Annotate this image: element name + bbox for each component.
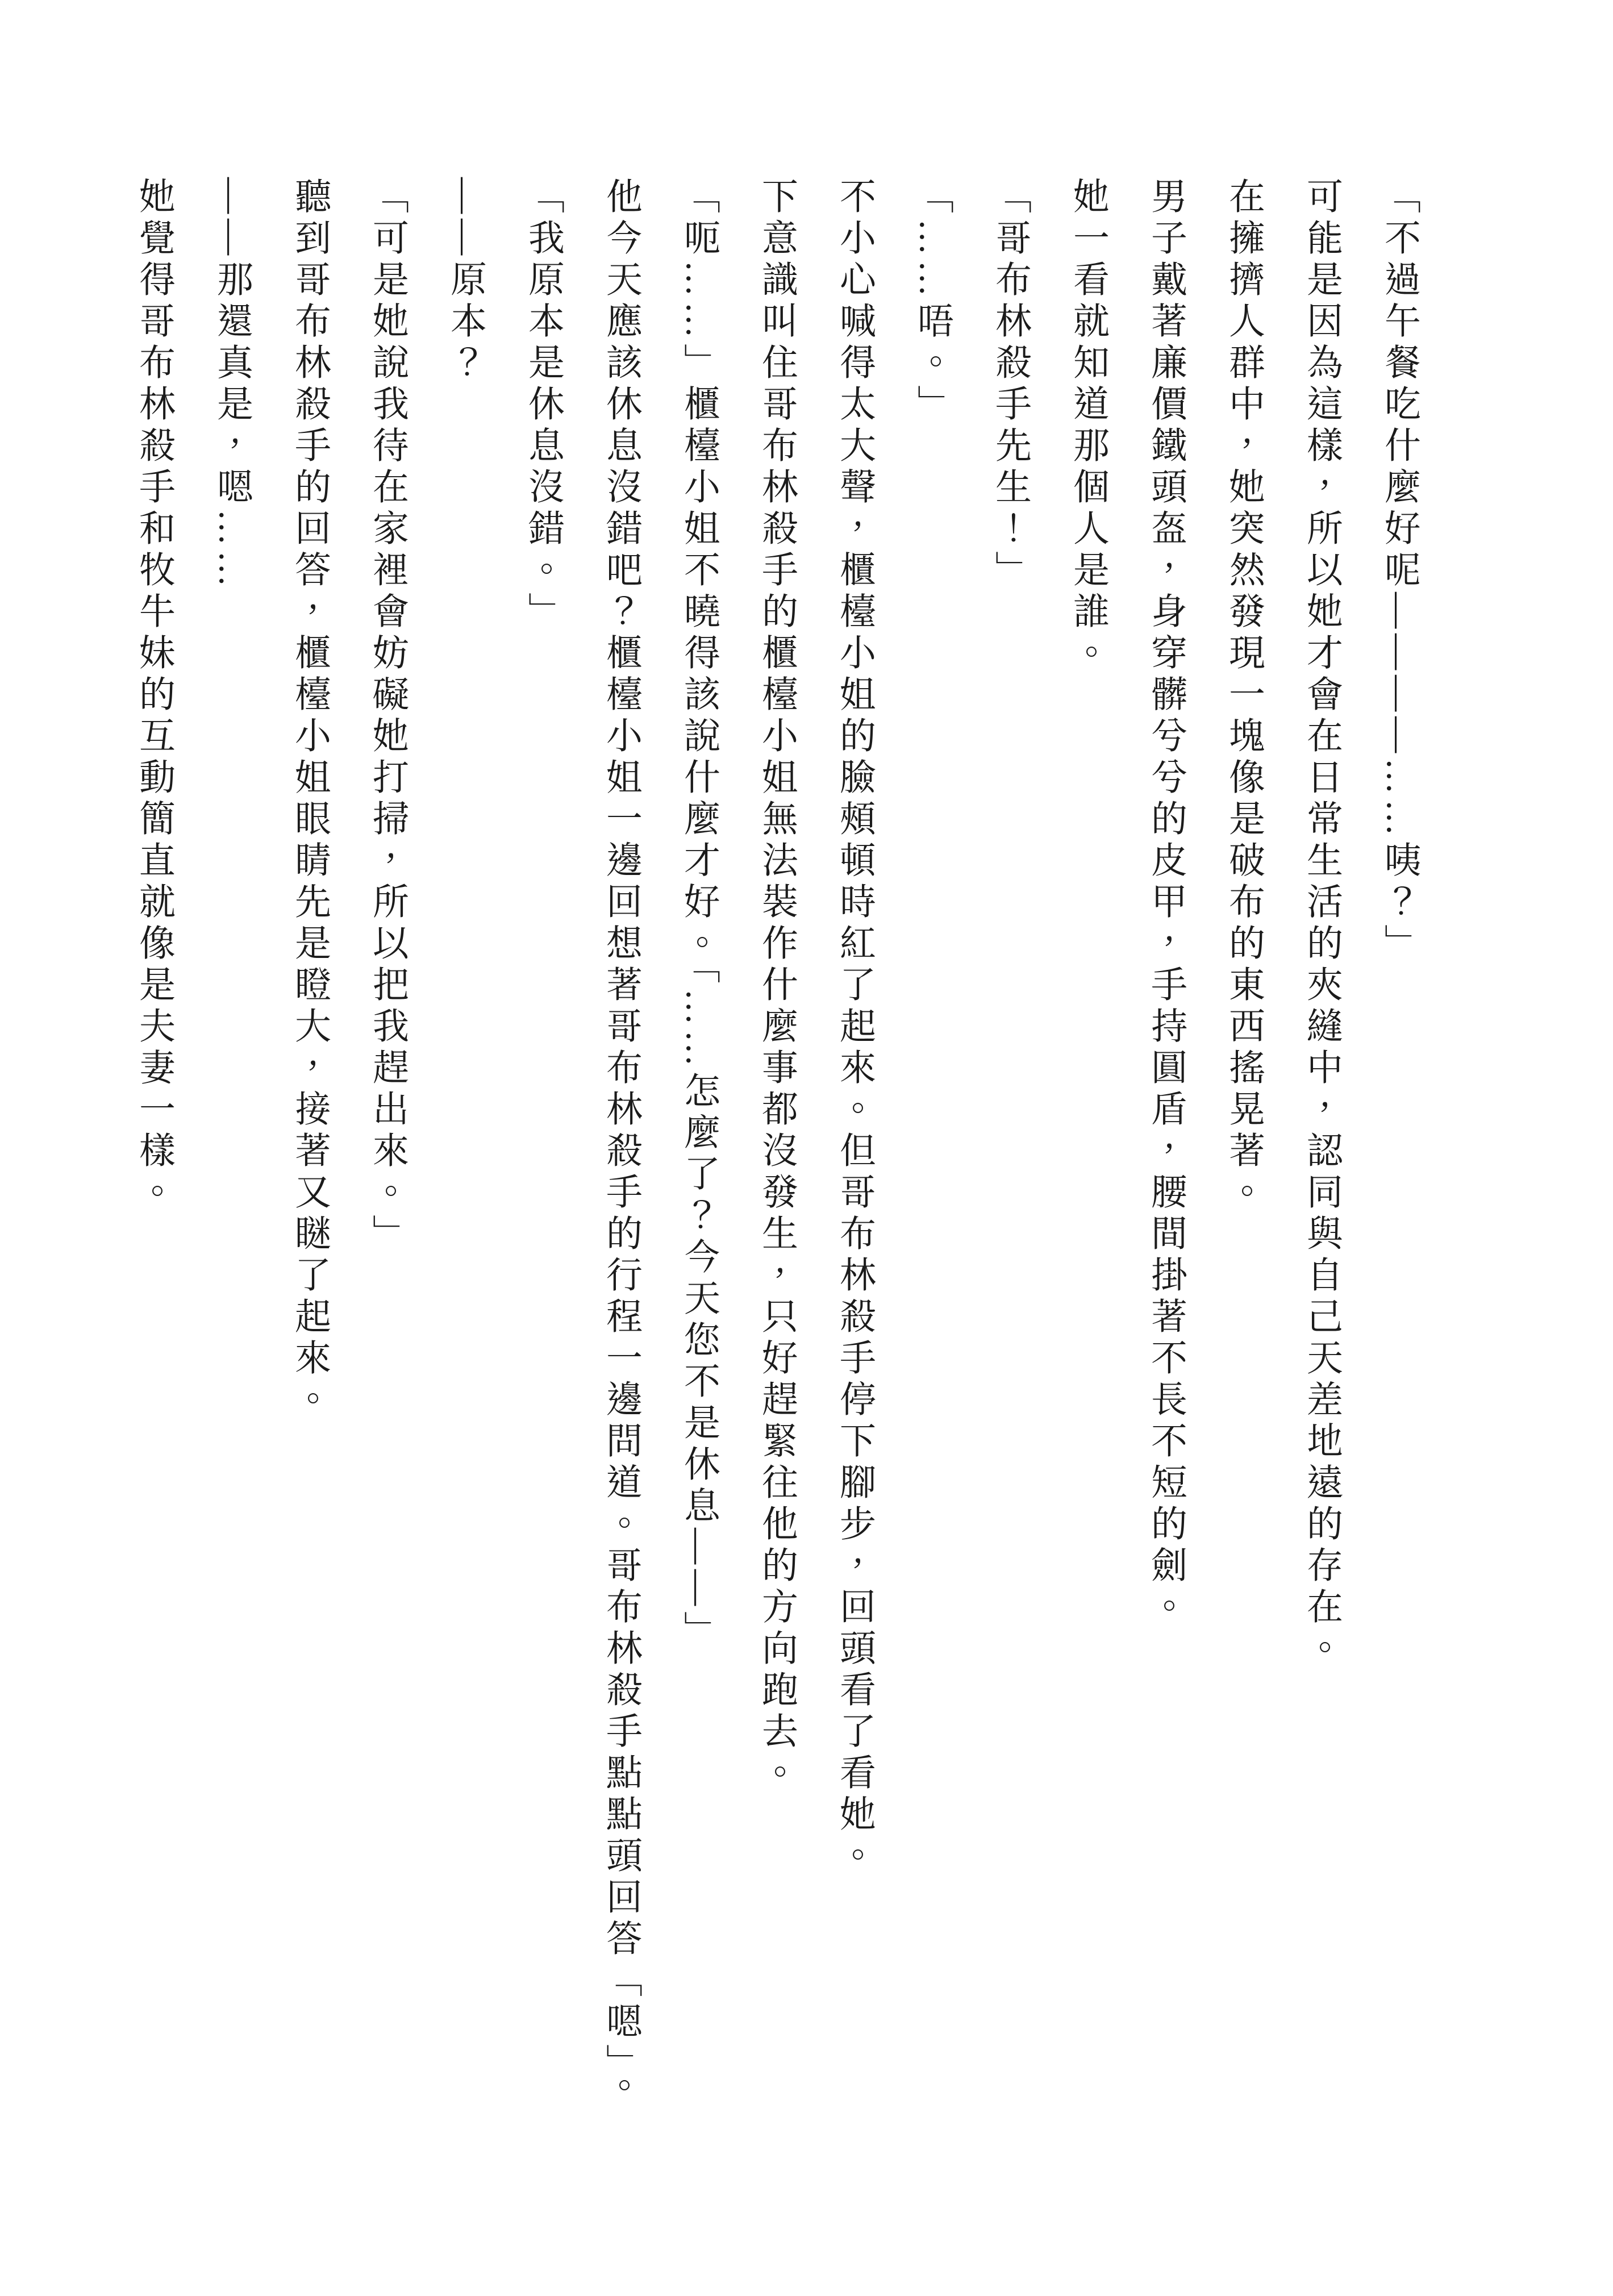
vertical-text-line: 她一看就知道那個人是誰。 — [1068, 177, 1108, 675]
vertical-text-line: ——原本？ — [445, 177, 486, 385]
vertical-text-line: 可能是因為這樣，所以她才會在日常生活的夾縫中，認同與自己天差地遠的存在。 — [1302, 177, 1342, 1670]
vertical-text-line: 她覺得哥布林殺手和牧牛妹的互動簡直就像是夫妻一樣。 — [134, 177, 174, 1214]
vertical-text-line: 「我原本是休息沒錯。」 — [523, 177, 564, 634]
vertical-text-line: 聽到哥布林殺手的回答，櫃檯小姐眼睛先是瞪大，接著又瞇了起來。 — [290, 177, 330, 1422]
vertical-text-line: 「不過午餐吃什麼好呢————……咦？」 — [1379, 177, 1420, 965]
vertical-text-line: 「……唔。」 — [912, 177, 953, 426]
vertical-text-line: 「可是她說我待在家裡會妨礙她打掃，所以把我趕出來。」 — [368, 177, 408, 1256]
vertical-text-line: 「呃……」櫃檯小姐不曉得該說什麼才好。「……怎麼了？今天您不是休息——」 — [679, 177, 719, 1652]
vertical-text-line: ——那還真是，嗯…… — [212, 177, 252, 592]
vertical-text-line: 不小心喊得太大聲，櫃檯小姐的臉頰頓時紅了起來。但哥布林殺手停下腳步，回頭看了看她。 — [835, 177, 875, 1878]
vertical-text-line: 下意識叫住哥布林殺手的櫃檯小姐無法裝作什麼事都沒發生，只好趕緊往他的方向跑去。 — [757, 177, 797, 1795]
vertical-text-line: 「哥布林殺手先生！」 — [990, 177, 1031, 592]
vertical-text-line: 在擁擠人群中，她突然發現一塊像是破布的東西搖晃著。 — [1224, 177, 1264, 1214]
vertical-text-line: 他今天應該休息沒錯吧？櫃檯小姐一邊回想著哥布林殺手的行程一邊問道。哥布林殺手點點頭回答「嗯」。 — [601, 177, 641, 2109]
vertical-text-line: 男子戴著廉價鐵頭盔，身穿髒兮兮的皮甲，手持圓盾，腰間掛著不長不短的劍。 — [1146, 177, 1186, 1629]
vertical-text-block — [109, 177, 1439, 2223]
